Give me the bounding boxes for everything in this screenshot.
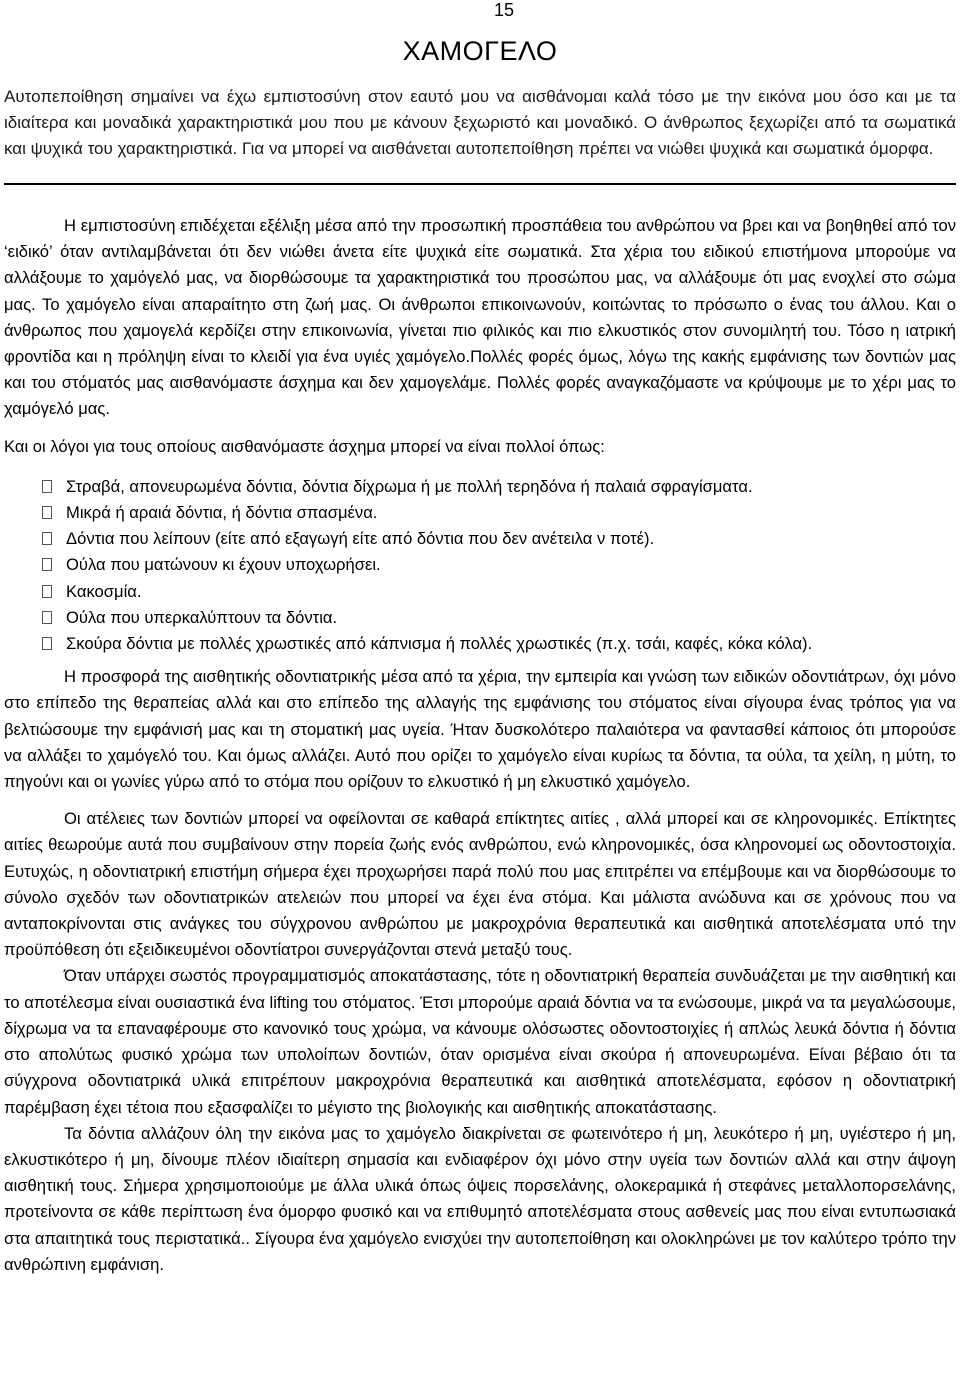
checkbox-bullet-icon xyxy=(42,480,52,493)
checkbox-bullet-icon xyxy=(42,506,52,519)
paragraph-3: Οι ατέλειες των δοντιών μπορεί να οφείλονται σε καθαρά επίκτητες αιτίες , αλλά μπορεί και σε κληρονομικές. Επίκτητες αιτίες θεωρούμε αυτά που συμβαίνουν στην πορεία ζωής ενός ανθρώπου, ενώ κληρονομικές, όσα κληρονομεί ως οδοντοστοιχία. Ευτυχώς, η οδοντιατρική επιστήμη σήμερα έχει προχωρήσει παρά πολύ που μας επιτρέπει να επέμβουμε και να διορθώσουμε το σύνολο σχεδόν των οδοντιατρικών ατελειών που μπορεί να έχει ένα στόμα. Και μάλιστα ανώδυνα και σε χρόνους που να ανταποκρίνονται στις ανάγκες του σύγχρονου ανθρώπου με μακροχρόνια θεραπευτικά και αισθητικά αποτελέσματα υπό την προϋπόθεση ότι εξειδικευμένοι οδοντίατροι συνεργάζονται στενά μεταξύ τους. xyxy=(4,809,956,960)
intro-paragraph: Αυτοπεποίθηση σημαίνει να έχω εμπιστοσύνη στον εαυτό μου να αισθάνομαι καλά τόσο με την εικόνα μου όσο και με τα ιδιαίτερα και μοναδικά χαρακτηριστικά μου που με κάνουν ξεχωριστό και μοναδικό. Ο άνθρωπος ξεχωρίζει από τα σωματικά και ψυχικά του χαρακτηριστικά. Για να μπορεί να αισθάνεται αυτοπεποίθηση πρέπει να νιώθει ψυχικά και σωματικά όμορφα. xyxy=(4,87,956,158)
page-number: 15 xyxy=(494,0,515,20)
checkbox-bullet-icon xyxy=(42,637,52,650)
list-item: Κακοσμία. xyxy=(42,579,956,605)
list-item: Σκούρα δόντια με πολλές χρωστικές από κάπνισμα ή πολλές χρωστικές (π.χ. τσάι, καφές, κόκα κόλα). xyxy=(42,631,956,657)
page-title: ΧΑΜΟΓΕΛΟ xyxy=(402,36,558,66)
checkbox-bullet-icon xyxy=(42,611,52,624)
document-body xyxy=(4,213,956,1278)
reasons-list xyxy=(4,474,956,657)
list-item: Στραβά, απονευρωμένα δόντια, δόντια δίχρωμα ή με πολλή τερηδόνα ή παλαιά σφραγίσματα. xyxy=(42,474,956,500)
list-item: Μικρά ή αραιά δόντια, ή δόντια σπασμένα. xyxy=(42,500,956,526)
reasons-intro: Και οι λόγοι για τους οποίους αισθανόμαστε άσχημα μπορεί να είναι πολλοί όπως: xyxy=(4,436,605,456)
horizontal-divider xyxy=(4,183,956,185)
checkbox-bullet-icon xyxy=(42,585,52,598)
list-item: Δόντια που λείπουν (είτε από εξαγωγή είτε από δόντια που δεν ανέτειλα ν ποτέ). xyxy=(42,526,956,552)
paragraph-4: Όταν υπάρχει σωστός προγραμματισμός αποκατάστασης, τότε η οδοντιατρική θεραπεία συνδυάζεται με την αισθητική και το αποτέλεσμα είναι ουσιαστικά ένα lifting του στόματος. Έτσι μπορούμε αραιά δόντια να τα ενώσουμε, μικρά να τα μεγαλώσουμε, δίχρωμα να τα επαναφέρουμε στο κανονικό τους χρώμα, να κάνουμε ολόσωστες οδοντοστοιχίες ή απλώς λευκά δόντια ή δόντια στο απολύτως φυσικό χρώμα των υπολοίπων δοντιών, όταν ορισμένα είναι σκούρα ή απονευρωμένα. Είναι βέβαιο ότι τα σύγχρονα οδοντιατρικά υλικά επιτρέπουν μακροχρόνια θεραπευτικά και αισθητικά αποτελέσματα, εφόσον η οδοντιατρική παρέμβαση έχει τέτοια που εξασφαλίζει το μέγιστο της βιολογικής και αισθητικής αποκατάστασης. xyxy=(4,966,956,1117)
list-item: Ούλα που υπερκαλύπτουν τα δόντια. xyxy=(42,605,956,631)
checkbox-bullet-icon xyxy=(42,558,52,571)
checkbox-bullet-icon xyxy=(42,532,52,545)
list-item: Ούλα που ματώνουν κι έχουν υποχωρήσει. xyxy=(42,552,956,578)
paragraph-1: Η εμπιστοσύνη επιδέχεται εξέλιξη μέσα από την προσωπική προσπάθεια του ανθρώπου να βρει και να βοηθηθεί από τον ‘ειδικό’ όταν αντιλαμβάνεται ότι δεν νιώθει άνετα είτε ψυχικά είτε σωματικά. Στα χέρια του ειδικού επιστήμονα μπορούμε να αλλάξουμε το χαμόγελό μας, να διορθώσουμε τα χαρακτηριστικά του προσώπου μας, να αλλάξουμε ότι μας ενοχλεί στο σώμα μας. Το χαμόγελο είναι απαραίτητο στη ζωή μας. Οι άνθρωποι επικοινωνούν, κοιτώντας το πρόσωπο ο ένας του άλλου. Και ο άνθρωπος που χαμογελά κερδίζει στην επικοινωνία, γίνεται πιο φιλικός και πιο ελκυστικός στον συνομιλητή του. Τόσο η ιατρική φροντίδα και η πρόληψη είναι το κλειδί για ένα υγιές χαμόγελο.Πολλές φορές όμως, λόγω της κακής εμφάνισης των δοντιών μας και του στόματός μας αισθανόμαστε άσχημα και δεν χαμογελάμε. Πολλές φορές αναγκαζόμαστε να κρύψουμε με το χέρι μας το χαμόγελό μας. xyxy=(4,216,956,419)
paragraph-2: Η προσφορά της αισθητικής οδοντιατρικής μέσα από τα χέρια, την εμπειρία και γνώση των ειδικών οδοντιάτρων, όχι μόνο στο επίπεδο της θεραπείας αλλά και στο επίπεδο της αλλαγής της εμφάνισης του στόματος είναι σίγουρα ένας τρόπος για να βελτιώσουμε την εμφάνισή μας και τη στοματική μας υγεία. Ήταν δυσκολότερο παλαιότερα να φαντασθεί κάποιος ότι μπορούσε να αλλάξει το χαμόγελό του. Και όμως αλλάζει. Αυτό που ορίζει το χαμόγελο είναι κυρίως τα δόντια, τα ούλα, τα χείλη, η μύτη, το πηγούνι και οι γωνίες γύρω από το στόμα που ορίζουν το ελκυστικό ή μη ελκυστικό χαμόγελο. xyxy=(4,667,956,792)
paragraph-5: Τα δόντια αλλάζουν όλη την εικόνα μας το χαμόγελο διακρίνεται σε φωτεινότερο ή μη, λευκότερο ή μη, υγιέστερο ή μη, ελκυστικότερο ή μη, δίνουμε πλέον ιδιαίτερη σημασία και ενδιαφέρον όχι μόνο στην υγεία των δοντιών αλλά και στην άψογη αισθητική τους. Σήμερα χρησιμοποιούμε με άλλα υλικά όπως όψεις πορσελάνης, ολοκεραμικά ή στεφάνες μεταλλοπορσελάνης, προτείνοντα σε κάθε περίπτωση ένα όμορφο φυσικό και να επιθυμητό αποτελέσματα στους ασθενείς μας που είναι εντυπωσιακά στα απαιτητικά τους περιστατικά.. Σίγουρα ένα χαμόγελο ενισχύει την αυτοπεποίθηση και ολοκληρώνει με τον καλύτερο τρόπο την ανθρώπινη εμφάνιση. xyxy=(4,1123,956,1274)
